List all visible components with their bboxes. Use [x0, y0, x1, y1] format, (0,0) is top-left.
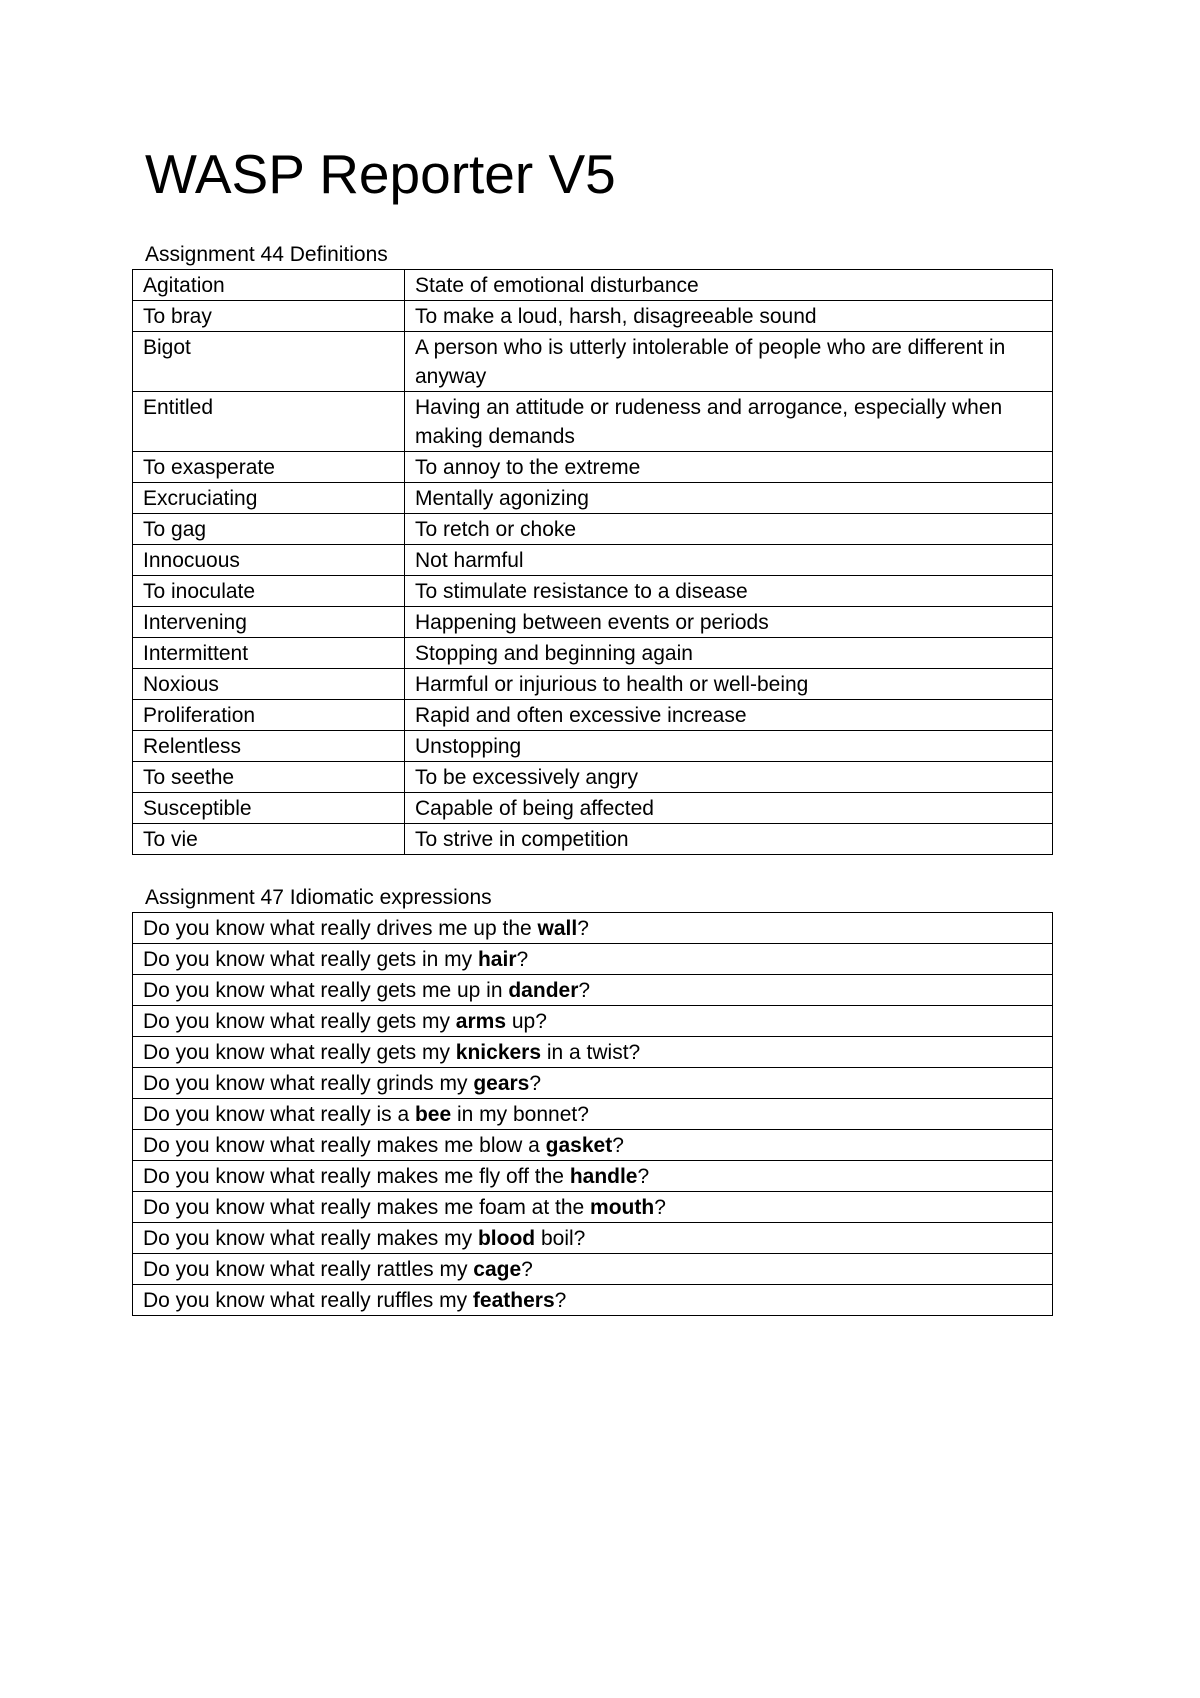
idiom-text: Do you know what really grinds my	[143, 1072, 474, 1095]
idiom-keyword: handle	[569, 1165, 638, 1188]
definition-cell: Stopping and beginning again	[405, 638, 1053, 669]
table-row	[133, 731, 1053, 762]
idiom-text: Do you know what really ruffles my	[143, 1289, 473, 1312]
term-cell: Proliferation	[133, 700, 405, 731]
definition-cell: Harmful or injurious to health or well-being	[405, 669, 1053, 700]
idiom-cell	[133, 1223, 1053, 1254]
table-row	[133, 1130, 1053, 1161]
table-row	[133, 1192, 1053, 1223]
definition-cell: To annoy to the extreme	[405, 452, 1053, 483]
table-row	[133, 483, 1053, 514]
idiom-keyword: feathers	[472, 1289, 555, 1312]
table-row	[133, 762, 1053, 793]
term-cell: Innocuous	[133, 545, 405, 576]
idiom-cell	[133, 913, 1053, 944]
idiom-text: Do you know what really drives me up the	[143, 917, 538, 940]
definition-cell: To strive in competition	[405, 824, 1053, 855]
idiom-text: Do you know what really gets my	[143, 1041, 456, 1064]
idiom-cell	[133, 975, 1053, 1006]
idiom-text-end: ?	[578, 979, 591, 1002]
term-cell: Susceptible	[133, 793, 405, 824]
idiom-cell	[133, 1254, 1053, 1285]
idiom-text-end: ?	[554, 1289, 567, 1312]
idiom-text-end: ?	[521, 1258, 533, 1281]
idiom-cell	[133, 1285, 1053, 1316]
definitions-table	[132, 269, 1053, 855]
idiom-text-end: ?	[612, 1134, 624, 1157]
definition-cell: To be excessively angry	[405, 762, 1053, 793]
idiom-text-end: boil?	[535, 1227, 586, 1250]
idiom-text: Do you know what really makes me blow a	[143, 1134, 546, 1157]
idiom-cell	[133, 1099, 1053, 1130]
term-cell: To exasperate	[133, 452, 405, 483]
table-row	[133, 1161, 1053, 1192]
table-row	[133, 1285, 1053, 1316]
table-row	[133, 700, 1053, 731]
term-cell: Agitation	[133, 270, 405, 301]
table-row	[133, 1037, 1053, 1068]
idiom-cell	[133, 1006, 1053, 1037]
idiom-keyword: blood	[477, 1227, 536, 1250]
table-row	[133, 607, 1053, 638]
idiom-cell	[133, 1161, 1053, 1192]
idiom-text-end: in a twist?	[541, 1041, 641, 1064]
idiom-keyword: knickers	[455, 1041, 542, 1064]
term-cell: To bray	[133, 301, 405, 332]
table-row	[133, 1099, 1053, 1130]
term-cell: Entitled	[133, 392, 405, 452]
definition-cell: Not harmful	[405, 545, 1053, 576]
idioms-caption: Assignment 47 Idiomatic expressions	[145, 886, 492, 909]
idiom-text: Do you know what really gets me up in	[143, 979, 509, 1002]
table-row	[133, 301, 1053, 332]
idiom-text: Do you know what really gets my	[143, 1010, 456, 1033]
idiom-text: Do you know what really is a	[143, 1103, 415, 1126]
definition-cell: Unstopping	[405, 731, 1053, 762]
term-cell: To gag	[133, 514, 405, 545]
definitions-caption: Assignment 44 Definitions	[145, 243, 388, 266]
table-row	[133, 1254, 1053, 1285]
table-row	[133, 913, 1053, 944]
table-row	[133, 452, 1053, 483]
idiom-text-end: ?	[516, 948, 529, 971]
definition-cell: To stimulate resistance to a disease	[405, 576, 1053, 607]
table-row	[133, 576, 1053, 607]
idiom-text: Do you know what really makes me fly off the	[143, 1165, 570, 1188]
definition-cell: Rapid and often excessive increase	[405, 700, 1053, 731]
idiom-cell	[133, 944, 1053, 975]
idiom-cell	[133, 1037, 1053, 1068]
term-cell: Relentless	[133, 731, 405, 762]
idiom-text-end: ?	[654, 1196, 666, 1219]
definition-cell: Having an attitude or rudeness and arrogance, especially when making demands	[405, 392, 1053, 452]
idiom-cell	[133, 1192, 1053, 1223]
idiom-text: Do you know what really rattles my	[143, 1258, 474, 1281]
idiom-text-end: in my bonnet?	[451, 1103, 589, 1126]
idiom-text-end: ?	[577, 917, 589, 940]
table-row	[133, 1068, 1053, 1099]
table-row	[133, 1223, 1053, 1254]
idiom-keyword: bee	[414, 1103, 452, 1126]
definition-cell: To retch or choke	[405, 514, 1053, 545]
definition-cell: To make a loud, harsh, disagreeable sound	[405, 301, 1053, 332]
idiom-text: Do you know what really makes my	[143, 1227, 478, 1250]
table-row	[133, 638, 1053, 669]
term-cell: Noxious	[133, 669, 405, 700]
idiom-text: Do you know what really makes me foam at the	[143, 1196, 591, 1219]
term-cell: Intervening	[133, 607, 405, 638]
page-title: WASP Reporter V5	[145, 143, 616, 205]
idioms-table	[132, 912, 1053, 1316]
idiom-keyword: gears	[473, 1072, 530, 1095]
table-row	[133, 824, 1053, 855]
table-row	[133, 270, 1053, 301]
idiom-keyword: hair	[477, 948, 517, 971]
term-cell: Bigot	[133, 332, 405, 392]
idiom-keyword: dander	[508, 979, 579, 1002]
table-row	[133, 944, 1053, 975]
definition-cell: A person who is utterly intolerable of people who are different in anyway	[405, 332, 1053, 392]
table-row	[133, 392, 1053, 452]
table-row	[133, 669, 1053, 700]
idiom-cell	[133, 1068, 1053, 1099]
term-cell: To inoculate	[133, 576, 405, 607]
definition-cell: Happening between events or periods	[405, 607, 1053, 638]
idiom-text-end: ?	[637, 1165, 650, 1188]
table-row	[133, 332, 1053, 392]
idiom-keyword: mouth	[590, 1196, 655, 1219]
idiom-text-end: up?	[506, 1010, 547, 1033]
term-cell: To seethe	[133, 762, 405, 793]
idiom-keyword: cage	[473, 1258, 522, 1281]
term-cell: Intermittent	[133, 638, 405, 669]
term-cell: Excruciating	[133, 483, 405, 514]
idiom-keyword: gasket	[545, 1134, 613, 1157]
idiom-text-end: ?	[529, 1072, 542, 1095]
idiom-text: Do you know what really gets in my	[143, 948, 478, 971]
table-row	[133, 975, 1053, 1006]
table-row	[133, 514, 1053, 545]
term-cell: To vie	[133, 824, 405, 855]
idiom-cell	[133, 1130, 1053, 1161]
definition-cell: Capable of being affected	[405, 793, 1053, 824]
table-row	[133, 793, 1053, 824]
table-row	[133, 1006, 1053, 1037]
idiom-keyword: arms	[455, 1010, 506, 1033]
idiom-keyword: wall	[537, 917, 578, 940]
definition-cell: State of emotional disturbance	[405, 270, 1053, 301]
table-row	[133, 545, 1053, 576]
definition-cell: Mentally agonizing	[405, 483, 1053, 514]
